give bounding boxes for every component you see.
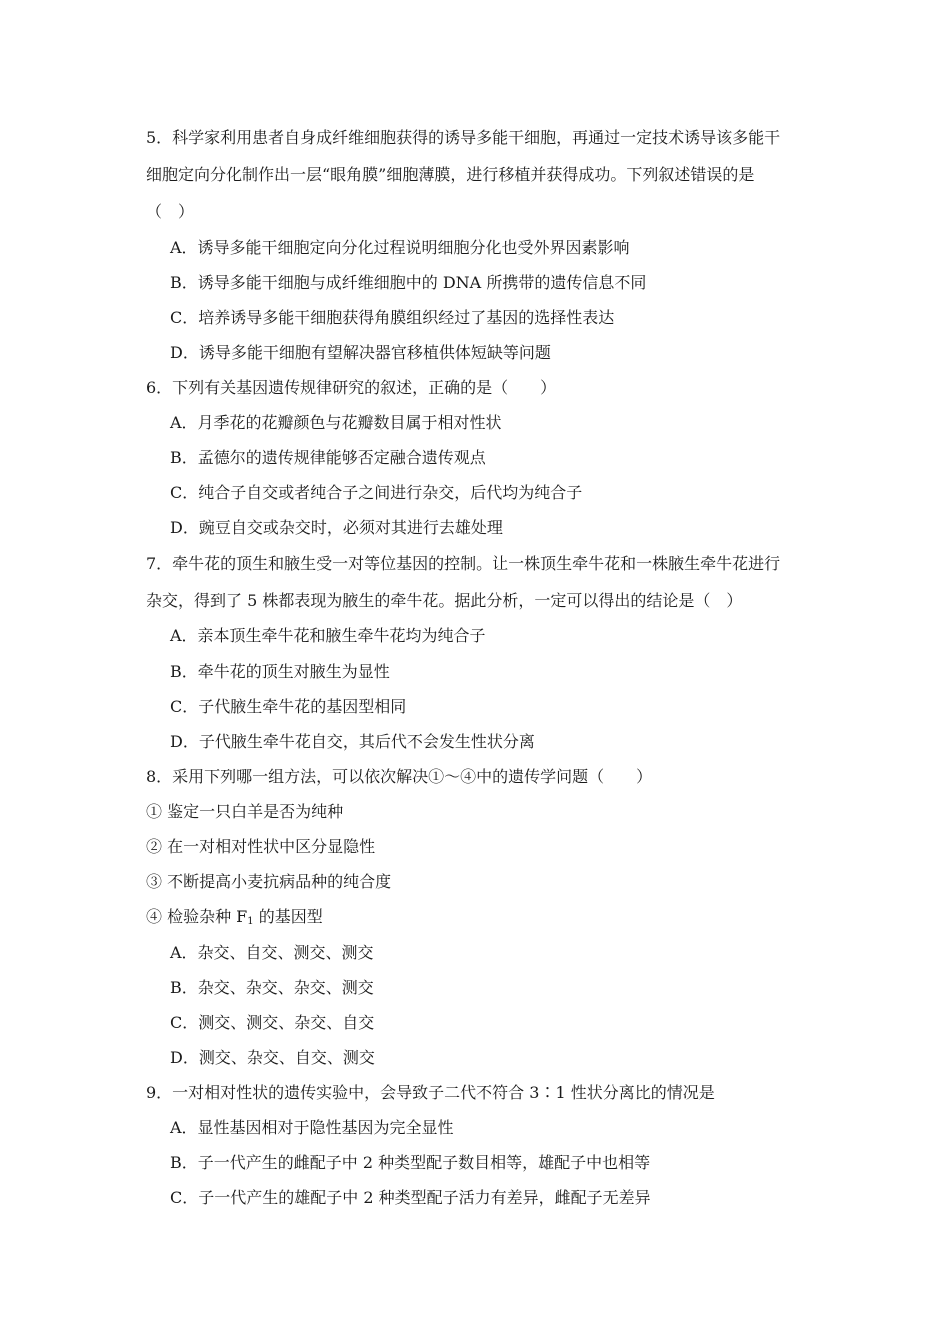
q5-option-c: C．培养诱导多能干细胞获得角膜组织经过了基因的选择性表达 — [170, 308, 615, 327]
q8-item-3: ③ 不断提高小麦抗病品种的纯合度 — [146, 872, 392, 891]
q6-option-d: D．豌豆自交或杂交时，必须对其进行去雄处理 — [170, 518, 503, 537]
q7-option-b: B．牵牛花的顶生对腋生为显性 — [170, 662, 390, 681]
q9-option-a: A．显性基因相对于隐性基因为完全显性 — [170, 1118, 454, 1137]
q7-stem-line-2: 杂交，得到了 5 株都表现为腋生的牵牛花。据此分析，一定可以得出的结论是（ ） — [146, 591, 743, 610]
q5-option-d: D．诱导多能干细胞有望解决器官移植供体短缺等问题 — [170, 343, 551, 362]
q8-item-4-suffix: 的基因型 — [253, 907, 323, 926]
q8-item-4-subscript: 1 — [247, 916, 254, 927]
q5-option-a: A．诱导多能干细胞定向分化过程说明细胞分化也受外界因素影响 — [170, 238, 630, 257]
q7-stem-line-1: 7．牵牛花的顶生和腋生受一对等位基因的控制。让一株顶生牵牛花和一株腋生牵牛花进行 — [146, 554, 781, 573]
q8-stem: 8．采用下列哪一组方法，可以依次解决①～④中的遗传学问题（ ） — [146, 767, 653, 786]
q5-option-b: B．诱导多能干细胞与成纤维细胞中的 DNA 所携带的遗传信息不同 — [170, 273, 647, 292]
q8-option-a: A．杂交、自交、测交、测交 — [170, 943, 374, 962]
q6-option-b: B．孟德尔的遗传规律能够否定融合遗传观点 — [170, 448, 486, 467]
q9-option-b: B．子一代产生的雌配子中 2 种类型配子数目相等，雄配子中也相等 — [170, 1153, 651, 1172]
q8-option-c: C．测交、测交、杂交、自交 — [170, 1013, 375, 1032]
q8-item-1: ① 鉴定一只白羊是否为纯种 — [146, 802, 344, 821]
q6-option-a: A．月季花的花瓣颜色与花瓣数目属于相对性状 — [170, 413, 502, 432]
q5-stem-line-1: 5．科学家利用患者自身成纤维细胞获得的诱导多能干细胞，再通过一定技术诱导该多能干 — [146, 128, 781, 147]
q8-option-d: D．测交、杂交、自交、测交 — [170, 1048, 375, 1067]
q8-item-4 — [146, 907, 323, 927]
q9-stem: 9．一对相对性状的遗传实验中，会导致子二代不符合 3∶1 性状分离比的情况是 — [146, 1083, 715, 1102]
q6-option-c: C．纯合子自交或者纯合子之间进行杂交，后代均为纯合子 — [170, 483, 583, 502]
q7-option-c: C．子代腋生牵牛花的基因型相同 — [170, 697, 407, 716]
q8-option-b: B．杂交、杂交、杂交、测交 — [170, 978, 374, 997]
q6-stem: 6．下列有关基因遗传规律研究的叙述，正确的是（ ） — [146, 378, 557, 397]
q7-option-d: D．子代腋生牵牛花自交，其后代不会发生性状分离 — [170, 732, 535, 751]
q5-stem-line-2: 细胞定向分化制作出一层“眼角膜”细胞薄膜，进行移植并获得成功。下列叙述错误的是 — [146, 165, 755, 184]
q9-option-c: C．子一代产生的雄配子中 2 种类型配子活力有差异，雌配子无差异 — [170, 1188, 651, 1207]
q8-item-2: ② 在一对相对性状中区分显隐性 — [146, 837, 376, 856]
q5-answer-blank: （ ） — [146, 202, 195, 221]
q7-option-a: A．亲本顶生牵牛花和腋生牵牛花均为纯合子 — [170, 626, 486, 645]
q8-item-4-prefix: ④ 检验杂种 F — [146, 907, 248, 926]
